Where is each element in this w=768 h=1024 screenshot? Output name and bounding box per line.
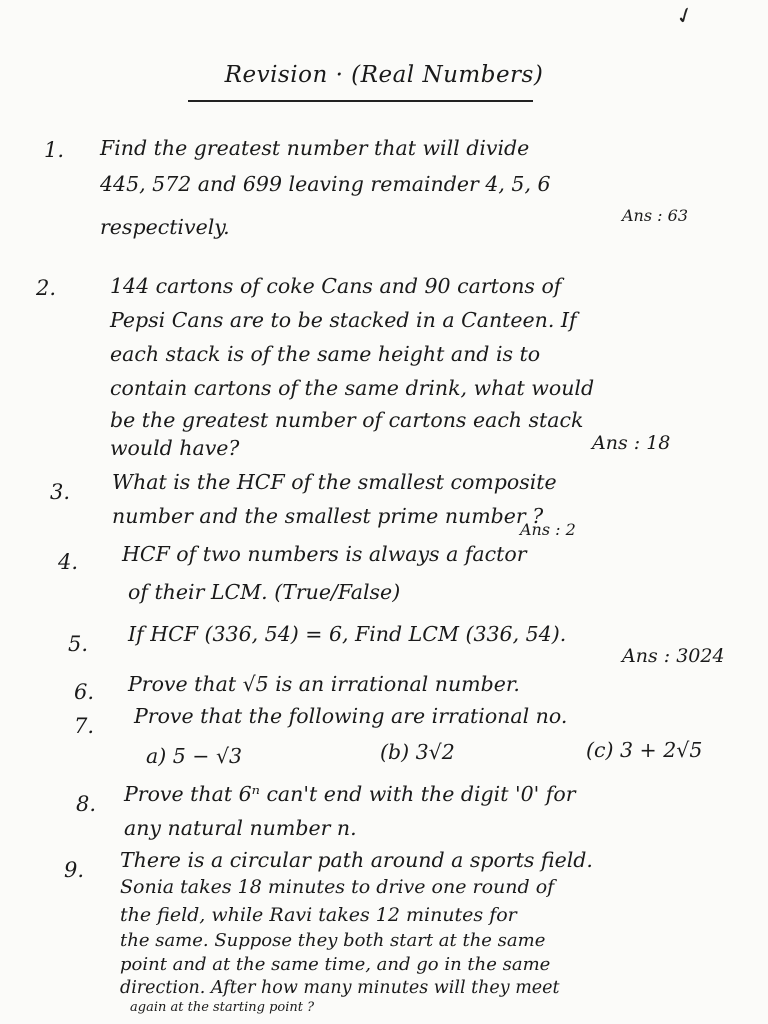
q2-line-1: 144 cartons of coke Cans and 90 cartons of: [110, 274, 562, 298]
question-number-2: 2.: [36, 276, 57, 300]
q3-line-1: What is the HCF of the smallest composite: [112, 470, 557, 494]
q3-line-2: number and the smallest prime number ?: [112, 504, 544, 528]
question-number-6: 6.: [74, 680, 95, 704]
q4-line-1: HCF of two numbers is always a factor: [122, 542, 527, 566]
q2-line-3: each stack is of the same height and is to: [110, 342, 541, 366]
q9-line-7: again at the starting point ?: [130, 1000, 315, 1015]
q8-line-2: any natural number n.: [124, 816, 357, 840]
q5-line: If HCF (336, 54) = 6, Find LCM (336, 54).: [128, 622, 567, 646]
q2-answer: Ans : 18: [592, 432, 671, 454]
check-mark-icon: ✓: [672, 1, 699, 32]
q8-line-1: Prove that 6ⁿ can't end with the digit '0' for: [124, 782, 576, 806]
q1-line-3: respectively.: [100, 215, 230, 239]
q2-line-4: contain cartons of the same drink, what would: [110, 376, 595, 400]
q9-line-6: direction. After how many minutes will they meet: [120, 978, 560, 998]
q3-answer: Ans : 2: [520, 520, 576, 539]
q9-line-5: point and at the same time, and go in the same: [120, 954, 551, 975]
q7-part-a: a) 5 − √3: [146, 744, 243, 768]
q7-line: Prove that the following are irrational no.: [134, 704, 568, 728]
question-number-4: 4.: [58, 550, 79, 574]
q6-line: Prove that √5 is an irrational number.: [128, 672, 520, 696]
question-number-8: 8.: [76, 792, 97, 816]
q4-line-2: of their LCM. (True/False): [128, 580, 401, 604]
question-number-5: 5.: [68, 632, 89, 656]
q9-line-2: Sonia takes 18 minutes to drive one round of: [120, 876, 555, 898]
q1-line-1: Find the greatest number that will divide: [100, 136, 530, 160]
question-number-1: 1.: [44, 138, 65, 162]
page-title: Revision · (Real Numbers): [224, 62, 544, 88]
q9-line-1: There is a circular path around a sports field.: [120, 848, 593, 872]
question-number-9: 9.: [64, 858, 85, 882]
q2-line-6: would have?: [110, 436, 240, 460]
title-underline: [188, 100, 533, 102]
q1-line-2: 445, 572 and 699 leaving remainder 4, 5, 6: [100, 172, 551, 196]
q9-line-4: the same. Suppose they both start at the same: [120, 930, 546, 951]
q2-line-2: Pepsi Cans are to be stacked in a Canteen. If: [110, 308, 577, 332]
q1-answer: Ans : 63: [622, 206, 688, 225]
question-number-7: 7.: [74, 714, 95, 738]
q2-line-5: be the greatest number of cartons each stack: [110, 408, 584, 432]
q5-answer: Ans : 3024: [622, 645, 725, 667]
question-number-3: 3.: [50, 480, 71, 504]
q7-part-b: (b) 3√2: [380, 740, 455, 764]
q7-part-c: (c) 3 + 2√5: [586, 738, 703, 762]
q9-line-3: the field, while Ravi takes 12 minutes for: [120, 904, 517, 926]
